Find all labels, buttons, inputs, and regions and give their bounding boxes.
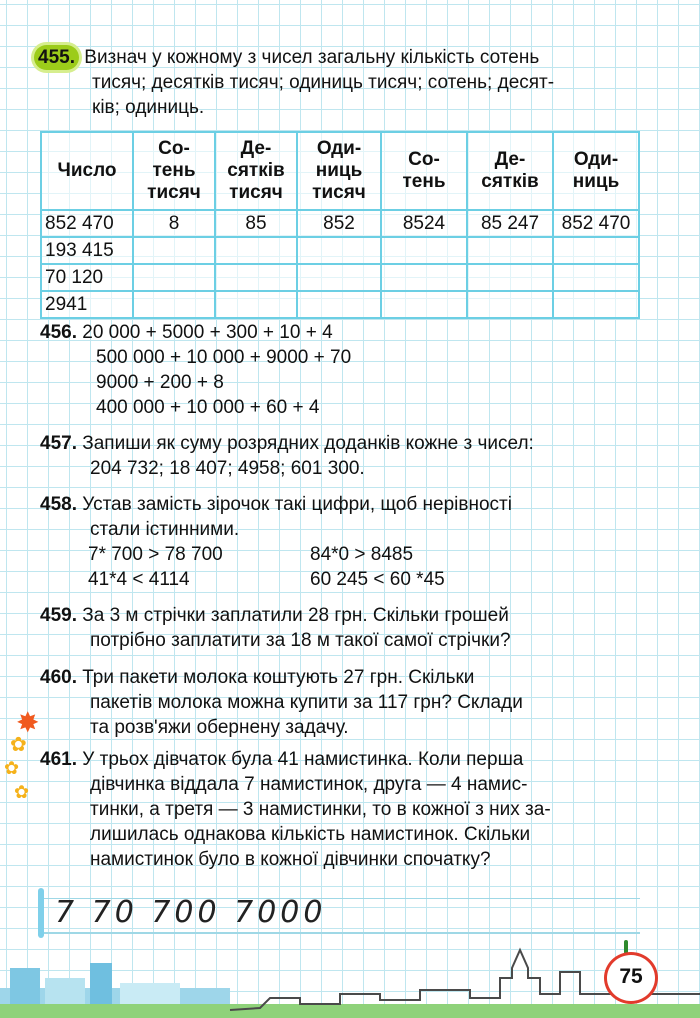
task-text-line: тисяч; десятків тисяч; одиниць тисяч; сотень; десят- [92, 72, 555, 93]
flower-icon: ✿ [14, 782, 30, 802]
task-text-line: Визнач у кожному з чисел загальну кількість сотень [84, 47, 540, 68]
expression: 20 000 + 5000 + 300 + 10 + 4 [82, 322, 333, 343]
table-cell [467, 264, 553, 291]
table-row [41, 291, 639, 318]
task-text-line: та розв'яжи обернену задачу. [90, 717, 349, 738]
task-text-line: потрібно заплатити за 18 м такої самої стрічки? [90, 630, 511, 651]
inequality: 41*4 < 4114 [88, 569, 190, 590]
task-456 [40, 320, 640, 420]
expression: 9000 + 200 + 8 [96, 372, 224, 393]
table-cell [297, 264, 381, 291]
inequality: 60 245 < 60 *45 [310, 569, 445, 590]
table-cell: 85 [215, 210, 297, 237]
expression: 400 000 + 10 000 + 60 + 4 [96, 397, 320, 418]
task-text-line: намистинок було в кожної дівчинки спочатку? [90, 849, 491, 870]
flower-icon: ✿ [4, 758, 20, 778]
task-number: 456. [40, 322, 77, 343]
task-text-line: ків; одиниць. [92, 97, 205, 118]
table-cell [381, 264, 467, 291]
table-cell: 2941 [41, 291, 133, 318]
task-455 [40, 45, 640, 120]
task-number: 458. [40, 494, 77, 515]
table-cell [381, 291, 467, 318]
table-cell [215, 237, 297, 264]
table-cell [215, 291, 297, 318]
table-header-cell: Оди- ниць [553, 132, 639, 210]
table-cell [133, 264, 215, 291]
writing-guide-line [40, 932, 640, 934]
task-text-line: Три пакети молока коштують 27 грн. Скільки [82, 667, 475, 688]
task-text-line: дівчинка віддала 7 намистинок, друга — 4 намис- [90, 774, 528, 795]
table-cell [381, 237, 467, 264]
table-header-cell: Со- тень тисяч [133, 132, 215, 210]
task-text-line: 204 732; 18 407; 4958; 601 300. [90, 458, 365, 479]
task-458 [40, 492, 640, 542]
task-text-line: За 3 м стрічки заплатили 28 грн. Скільки грошей [82, 605, 509, 626]
flower-icon: ✸ [16, 707, 40, 738]
task-number: 460. [40, 667, 77, 688]
table-row [41, 264, 639, 291]
task-461 [40, 747, 640, 872]
task-text-line: тинки, а третя — 3 намистинки, то в кожної з них за- [90, 799, 551, 820]
table-header-cell: Де- сятків тисяч [215, 132, 297, 210]
handwritten-numbers: 7 70 700 7000 [55, 895, 327, 930]
task-number-badge: 455. [34, 45, 79, 70]
task-text-line: лишилась однакова кількість намистинок. Скільки [90, 824, 531, 845]
task-457 [40, 431, 640, 481]
task-text-line: Устав замість зірочок такі цифри, щоб нерівності [82, 494, 512, 515]
table-cell: 8524 [381, 210, 467, 237]
table-cell [553, 237, 639, 264]
table-cell [133, 237, 215, 264]
table-cell: 852 [297, 210, 381, 237]
table-row [41, 237, 639, 264]
flower-icon: ✿ [10, 734, 27, 756]
table-header-cell: Оди- ниць тисяч [297, 132, 381, 210]
task-text-line: Запиши як суму розрядних доданків кожне з чисел: [82, 433, 534, 454]
table-cell [297, 237, 381, 264]
table-cell: 70 120 [41, 264, 133, 291]
task-number: 457. [40, 433, 77, 454]
table-cell [467, 237, 553, 264]
task-number: 459. [40, 605, 77, 626]
table-cell: 852 470 [553, 210, 639, 237]
task-459 [40, 603, 640, 653]
table-cell: 852 470 [41, 210, 133, 237]
table-cell [467, 291, 553, 318]
task-460 [40, 665, 640, 740]
city-skyline-illustration [0, 938, 700, 1018]
table-cell: 85 247 [467, 210, 553, 237]
table-cell [553, 291, 639, 318]
table-cell: 8 [133, 210, 215, 237]
place-value-table [40, 131, 640, 319]
table-cell [553, 264, 639, 291]
table-header-cell: Де- сятків [467, 132, 553, 210]
task-text-line: пакетів молока можна купити за 117 грн? Склади [90, 692, 523, 713]
table-cell: 193 415 [41, 237, 133, 264]
task-text-line: У трьох дівчаток була 41 намистинка. Коли перша [82, 749, 524, 770]
pencil-icon [38, 888, 44, 938]
inequality: 84*0 > 8485 [310, 544, 414, 565]
inequality: 7* 700 > 78 700 [88, 544, 223, 565]
table-cell [215, 264, 297, 291]
task-text-line: стали істинними. [90, 519, 240, 540]
table-cell [133, 291, 215, 318]
table-row [41, 210, 639, 237]
table-cell [297, 291, 381, 318]
page-number: 75 [604, 952, 658, 1004]
table-header-cell: Число [41, 132, 133, 210]
task-number: 461. [40, 749, 77, 770]
expression: 500 000 + 10 000 + 9000 + 70 [96, 347, 352, 368]
table-header-cell: Со- тень [381, 132, 467, 210]
